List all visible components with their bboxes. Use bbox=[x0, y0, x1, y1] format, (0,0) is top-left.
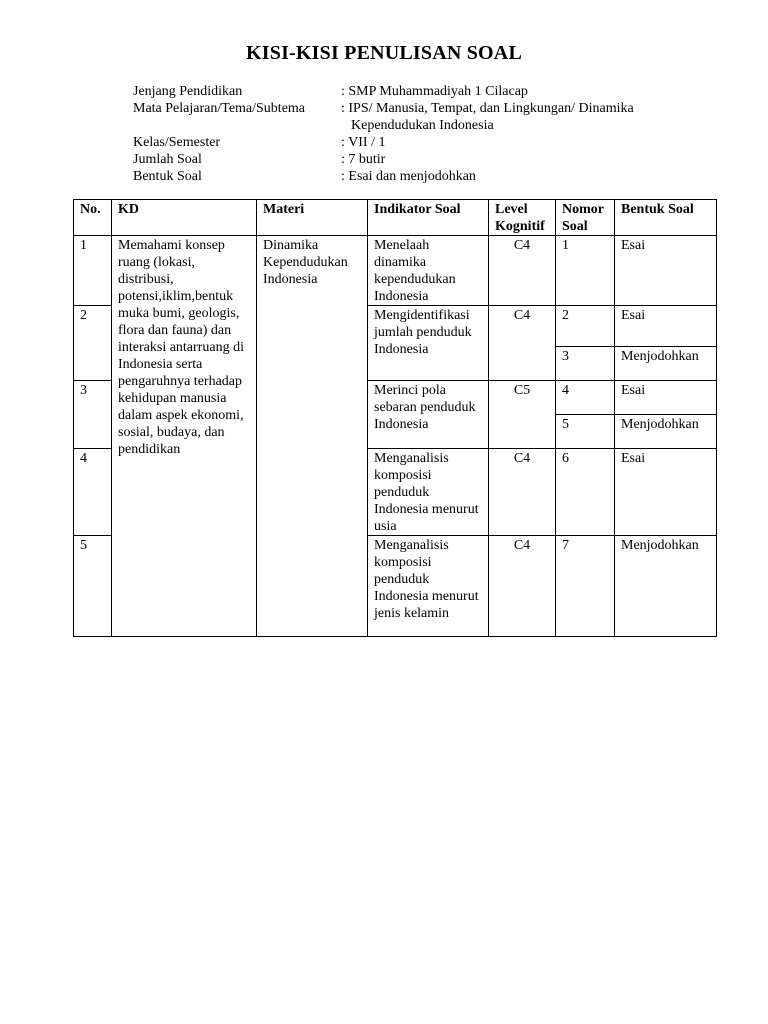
cell-no: 2 bbox=[74, 306, 112, 381]
header-no: No. bbox=[74, 200, 112, 236]
cell-bentuk: Menjodohkan bbox=[615, 536, 717, 637]
meta-row-kelas bbox=[133, 134, 681, 151]
meta-value bbox=[341, 100, 681, 134]
meta-label: Mata Pelajaran/Tema/Subtema bbox=[133, 101, 306, 116]
meta-row-jenjang bbox=[133, 83, 681, 100]
cell-bentuk: Esai bbox=[615, 236, 717, 306]
header-level: Level Kognitif bbox=[489, 200, 556, 236]
cell-bentuk: Menjodohkan bbox=[615, 347, 717, 381]
cell-level: C4 bbox=[489, 306, 556, 381]
cell-indikator: Menganalisis komposisi penduduk Indonesia menurut jenis kelamin bbox=[368, 536, 489, 637]
cell-bentuk: Esai bbox=[615, 381, 717, 415]
cell-indikator: Menelaah dinamika kependudukan Indonesia bbox=[368, 236, 489, 306]
meta-row-jumlah bbox=[133, 151, 681, 168]
cell-level: C4 bbox=[489, 449, 556, 536]
cell-level: C5 bbox=[489, 381, 556, 449]
meta-label: Kelas/Semester bbox=[133, 135, 221, 150]
cell-level: C4 bbox=[489, 536, 556, 637]
kisi-kisi-table bbox=[73, 199, 717, 637]
cell-nomor: 5 bbox=[556, 415, 615, 449]
meta-label: Bentuk Soal bbox=[133, 169, 202, 184]
meta-value-continuation: Kependudukan Indonesia bbox=[351, 118, 494, 133]
cell-no: 3 bbox=[74, 381, 112, 449]
cell-no: 5 bbox=[74, 536, 112, 637]
header-indikator: Indikator Soal bbox=[368, 200, 489, 236]
meta-row-bentuk bbox=[133, 168, 681, 185]
cell-no: 4 bbox=[74, 449, 112, 536]
header-materi: Materi bbox=[257, 200, 368, 236]
cell-nomor: 4 bbox=[556, 381, 615, 415]
cell-bentuk: Esai bbox=[615, 449, 717, 536]
document-metadata bbox=[133, 83, 681, 185]
header-kd: KD bbox=[112, 200, 257, 236]
cell-nomor: 7 bbox=[556, 536, 615, 637]
cell-indikator: Merinci pola sebaran penduduk Indonesia bbox=[368, 381, 489, 449]
meta-value: : 7 butir bbox=[341, 152, 386, 167]
cell-materi: Dinamika Kependudukan Indonesia bbox=[257, 236, 368, 637]
meta-value: : VII / 1 bbox=[341, 135, 386, 150]
cell-bentuk: Esai bbox=[615, 306, 717, 347]
cell-no: 1 bbox=[74, 236, 112, 306]
table-header-row bbox=[74, 200, 717, 236]
meta-value: : SMP Muhammadiyah 1 Cilacap bbox=[341, 84, 528, 99]
cell-indikator: Mengidentifikasi jumlah penduduk Indonesia bbox=[368, 306, 489, 381]
cell-level: C4 bbox=[489, 236, 556, 306]
meta-label: Jenjang Pendidikan bbox=[133, 84, 243, 99]
header-nomor: Nomor Soal bbox=[556, 200, 615, 236]
meta-row-mapel bbox=[133, 100, 681, 134]
cell-nomor: 1 bbox=[556, 236, 615, 306]
cell-nomor: 2 bbox=[556, 306, 615, 347]
header-bentuk: Bentuk Soal bbox=[615, 200, 717, 236]
cell-bentuk: Menjodohkan bbox=[615, 415, 717, 449]
meta-value: : Esai dan menjodohkan bbox=[341, 169, 476, 184]
cell-nomor: 6 bbox=[556, 449, 615, 536]
page-title: KISI-KISI PENULISAN SOAL bbox=[246, 42, 522, 64]
meta-label: Jumlah Soal bbox=[133, 152, 202, 167]
meta-value-line: : IPS/ Manusia, Tempat, dan Lingkungan/ Dinamika bbox=[341, 101, 634, 116]
cell-nomor: 3 bbox=[556, 347, 615, 381]
cell-kd: Memahami konsep ruang (lokasi, distribusi, potensi,iklim,bentuk muka bumi, geologis, flora dan fauna) dan interaksi antarruang di Indonesia serta pengaruhnya terhadap kehidupan manusia dalam aspek ekonomi, sosial, budaya, dan pendidikan bbox=[112, 236, 257, 637]
cell-indikator: Menganalisis komposisi penduduk Indonesia menurut usia bbox=[368, 449, 489, 536]
table-row bbox=[74, 236, 717, 306]
